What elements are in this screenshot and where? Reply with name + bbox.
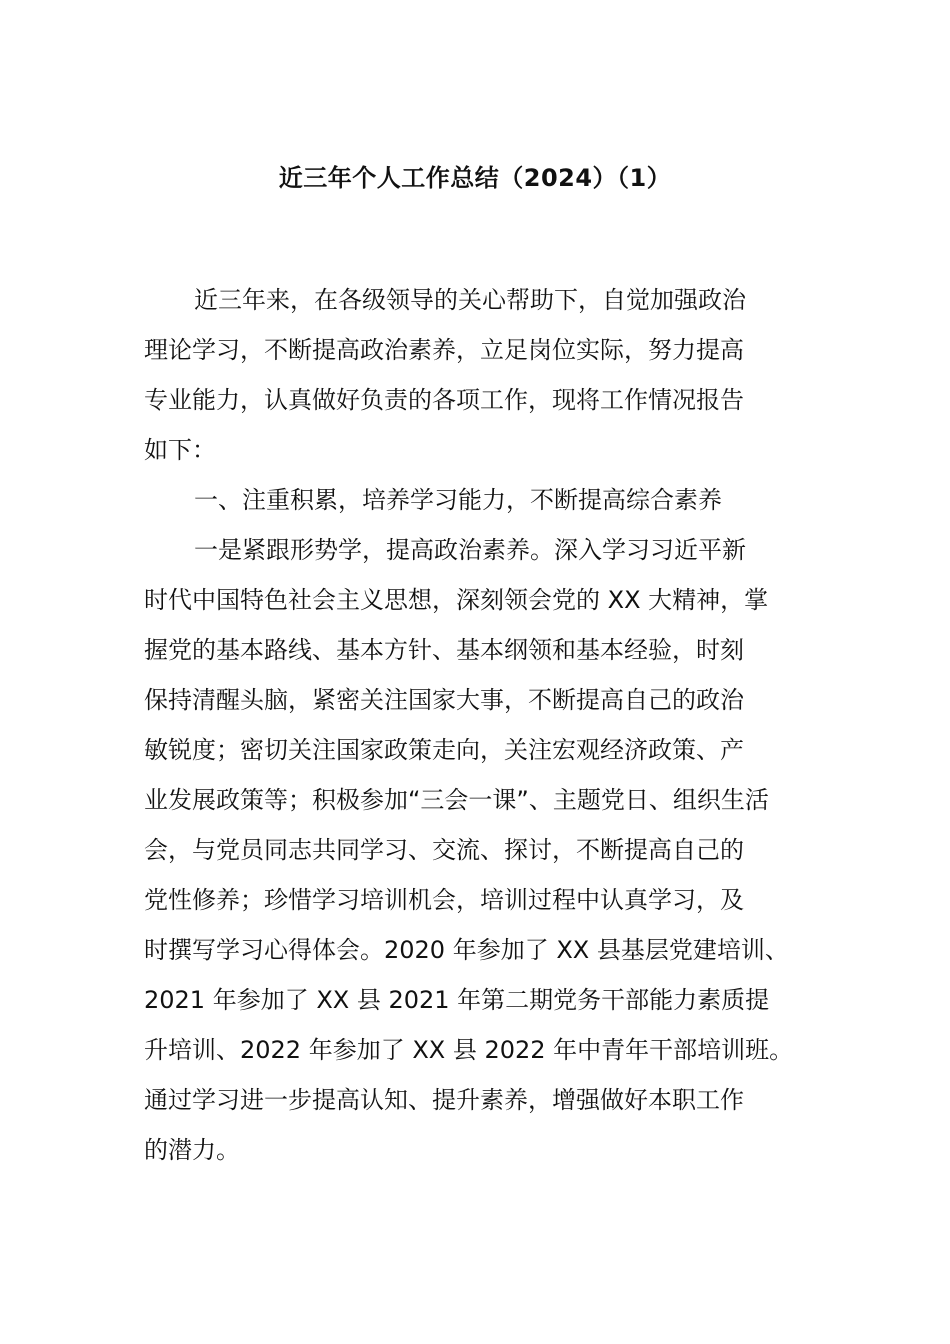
paragraph-line: 的潜力。 [144,1136,240,1164]
paragraph-line: 2021 年参加了 XX 县 2021 年第二期党务干部能力素质提 [144,986,770,1014]
paragraph-line: 通过学习进一步提高认知、提升素养，增强做好本职工作 [144,1086,744,1114]
paragraph-line: 党性修养；珍惜学习培训机会，培训过程中认真学习，及 [144,886,744,914]
paragraph-line: 握党的基本路线、基本方针、基本纲领和基本经验，时刻 [144,636,744,664]
paragraph-line: 业发展政策等；积极参加“三会一课”、主题党日、组织生活 [144,786,769,814]
paragraph-line: 专业能力，认真做好负责的各项工作，现将工作情况报告 [144,386,744,414]
paragraph-line: 理论学习，不断提高政治素养，立足岗位实际，努力提高 [144,336,744,364]
paragraph-line: 会，与党员同志共同学习、交流、探讨，不断提高自己的 [144,836,744,864]
paragraph-line: 时代中国特色社会主义思想，深刻领会党的 XX 大精神，掌 [144,586,769,614]
paragraph-line: 保持清醒头脑，紧密关注国家大事，不断提高自己的政治 [144,686,744,714]
document-title: 近三年个人工作总结（2024）（1） [278,164,672,192]
paragraph-line: 一是紧跟形势学，提高政治素养。深入学习习近平新 [194,536,746,564]
document-body [144,275,810,1175]
paragraph-line: 近三年来，在各级领导的关心帮助下，自觉加强政治 [194,286,746,314]
section-heading: 一、注重积累，培养学习能力，不断提高综合素养 [194,486,722,514]
paragraph-line: 时撰写学习心得体会。2020 年参加了 XX 县基层党建培训、 [144,936,789,964]
paragraph-line: 敏锐度；密切关注国家政策走向，关注宏观经济政策、产 [144,736,744,764]
paragraph-line: 如下： [144,436,216,464]
paragraph-line: 升培训、2022 年参加了 XX 县 2022 年中青年干部培训班。 [144,1036,794,1064]
